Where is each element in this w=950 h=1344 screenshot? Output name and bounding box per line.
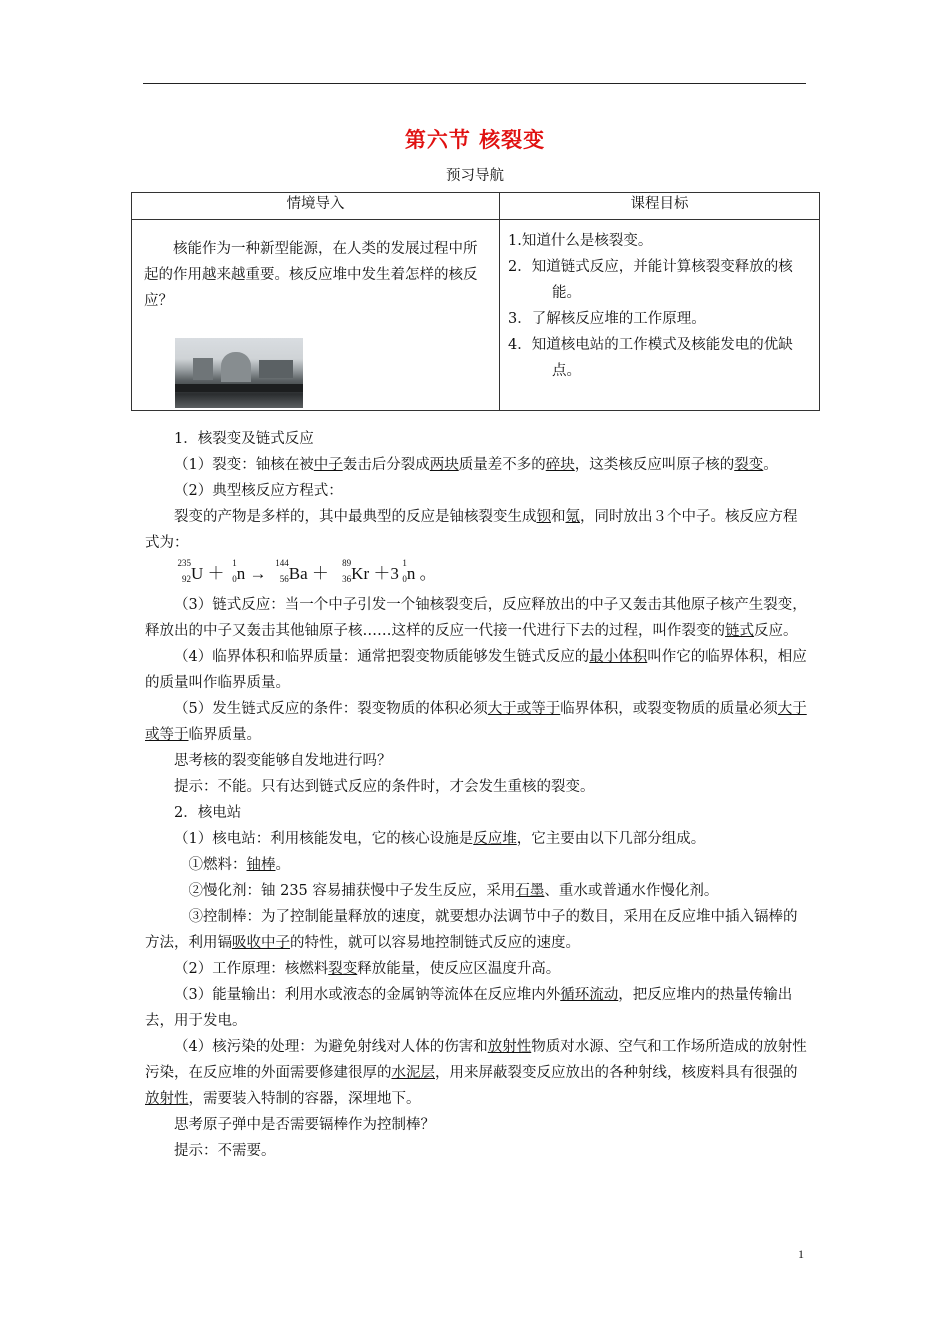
preview-guide-table — [131, 192, 820, 411]
section2-heading: 2．核电站 — [174, 805, 242, 821]
pollution-handling: （4）核污染的处理：为避免射线对人体的伤害和放射性物质对水源、空气和工作场所造成的放射性污染，在反应堆的外面需要修建很厚的水泥层，用来屏蔽裂变反应放出的各种射线，核废料具有很强的放射性，需要装入特制的容器，深埋地下。 — [145, 1039, 807, 1107]
scenario-cell — [132, 220, 500, 411]
goal-item: 4．知道核电站的工作模式及核能发电的优缺 点。 — [508, 337, 793, 379]
page-title: 第六节 核裂变 — [404, 128, 546, 152]
hint-1: 提示：不能。只有达到链式反应的条件时，才会发生重核的裂变。 — [174, 779, 595, 795]
chain-conditions: （5）发生链式反应的条件：裂变物质的体积必须大于或等于临界体积，或裂变物质的质量必须大于或等于临界质量。 — [145, 701, 807, 743]
hint-2: 提示：不需要。 — [174, 1143, 276, 1159]
think-question-1: 思考核的裂变能够自发地进行吗？ — [174, 753, 392, 769]
chain-reaction: （3）链式反应：当一个中子引发一个铀核裂变后，反应释放出的中子又轰击其他原子核产生裂变，释放出的中子又轰击其他铀原子核……这样的反应一代接一代进行下去的过程，叫作裂变的链式反应。 — [145, 597, 807, 639]
working-principle: （2）工作原理：核燃料裂变释放能量，使反应区温度升高。 — [174, 961, 561, 977]
page-number: 1 — [798, 1247, 804, 1261]
goals-list — [508, 228, 811, 384]
goals-cell — [500, 220, 820, 411]
goal-item: 1.知道什么是核裂变。 — [508, 233, 653, 249]
equation-intro: （2）典型核反应方程式： — [174, 483, 343, 499]
fission-products: 裂变的产物是多样的，其中最典型的反应是铀核裂变生成钡和氪，同时放出３个中子。核反应方程式为： — [145, 509, 798, 551]
goal-item: 2．知道链式反应，并能计算核裂变释放的核 能。 — [508, 259, 793, 301]
col-header-scenario: 情境导入 — [132, 193, 500, 220]
scenario-text: 核能作为一种新型能源，在人类的发展过程中所起的作用越来越重要。核反应堆中发生着怎样的核反应？ — [144, 241, 478, 309]
component-control-rod: ③控制棒：为了控制能量释放的速度，就要想办法调节中子的数目，采用在反应堆中插入镉棒的方法，利用镉吸收中子的特性，就可以容易地控制链式反应的速度。 — [145, 909, 798, 951]
header-rule — [143, 83, 806, 84]
col-header-goals: 课程目标 — [500, 193, 820, 220]
power-plant-def: （1）核电站：利用核能发电，它的核心设施是反应堆，它主要由以下几部分组成。 — [174, 831, 706, 847]
fission-equation: 235 92 U ＋ 1 0 n → 144 56 Ba ＋ 89 36 Kr ＋3 1 0 n 。 — [177, 558, 437, 585]
nuclear-plant-photo — [175, 338, 303, 408]
component-moderator: ②慢化剂：铀 235 容易捕获慢中子发生反应，采用石墨、重水或普通水作慢化剂。 — [188, 883, 719, 899]
fission-definition: （1）裂变：铀核在被中子轰击后分裂成两块质量差不多的碎块，这类核反应叫原子核的裂变。 — [174, 457, 778, 473]
section-subtitle: 预习导航 — [446, 168, 504, 184]
section1-heading: 1．核裂变及链式反应 — [174, 431, 314, 447]
goal-item: 3．了解核反应堆的工作原理。 — [508, 311, 706, 327]
think-question-2: 思考原子弹中是否需要镉棒作为控制棒？ — [174, 1117, 435, 1133]
energy-output: （3）能量输出：利用水或液态的金属钠等流体在反应堆内外循环流动，把反应堆内的热量传输出去，用于发电。 — [145, 987, 793, 1029]
component-fuel: ①燃料：铀棒。 — [188, 857, 290, 873]
critical-volume: （4）临界体积和临界质量：通常把裂变物质能够发生链式反应的最小体积叫作它的临界体积，相应的质量叫作临界质量。 — [145, 649, 807, 691]
main-content — [145, 426, 807, 1164]
